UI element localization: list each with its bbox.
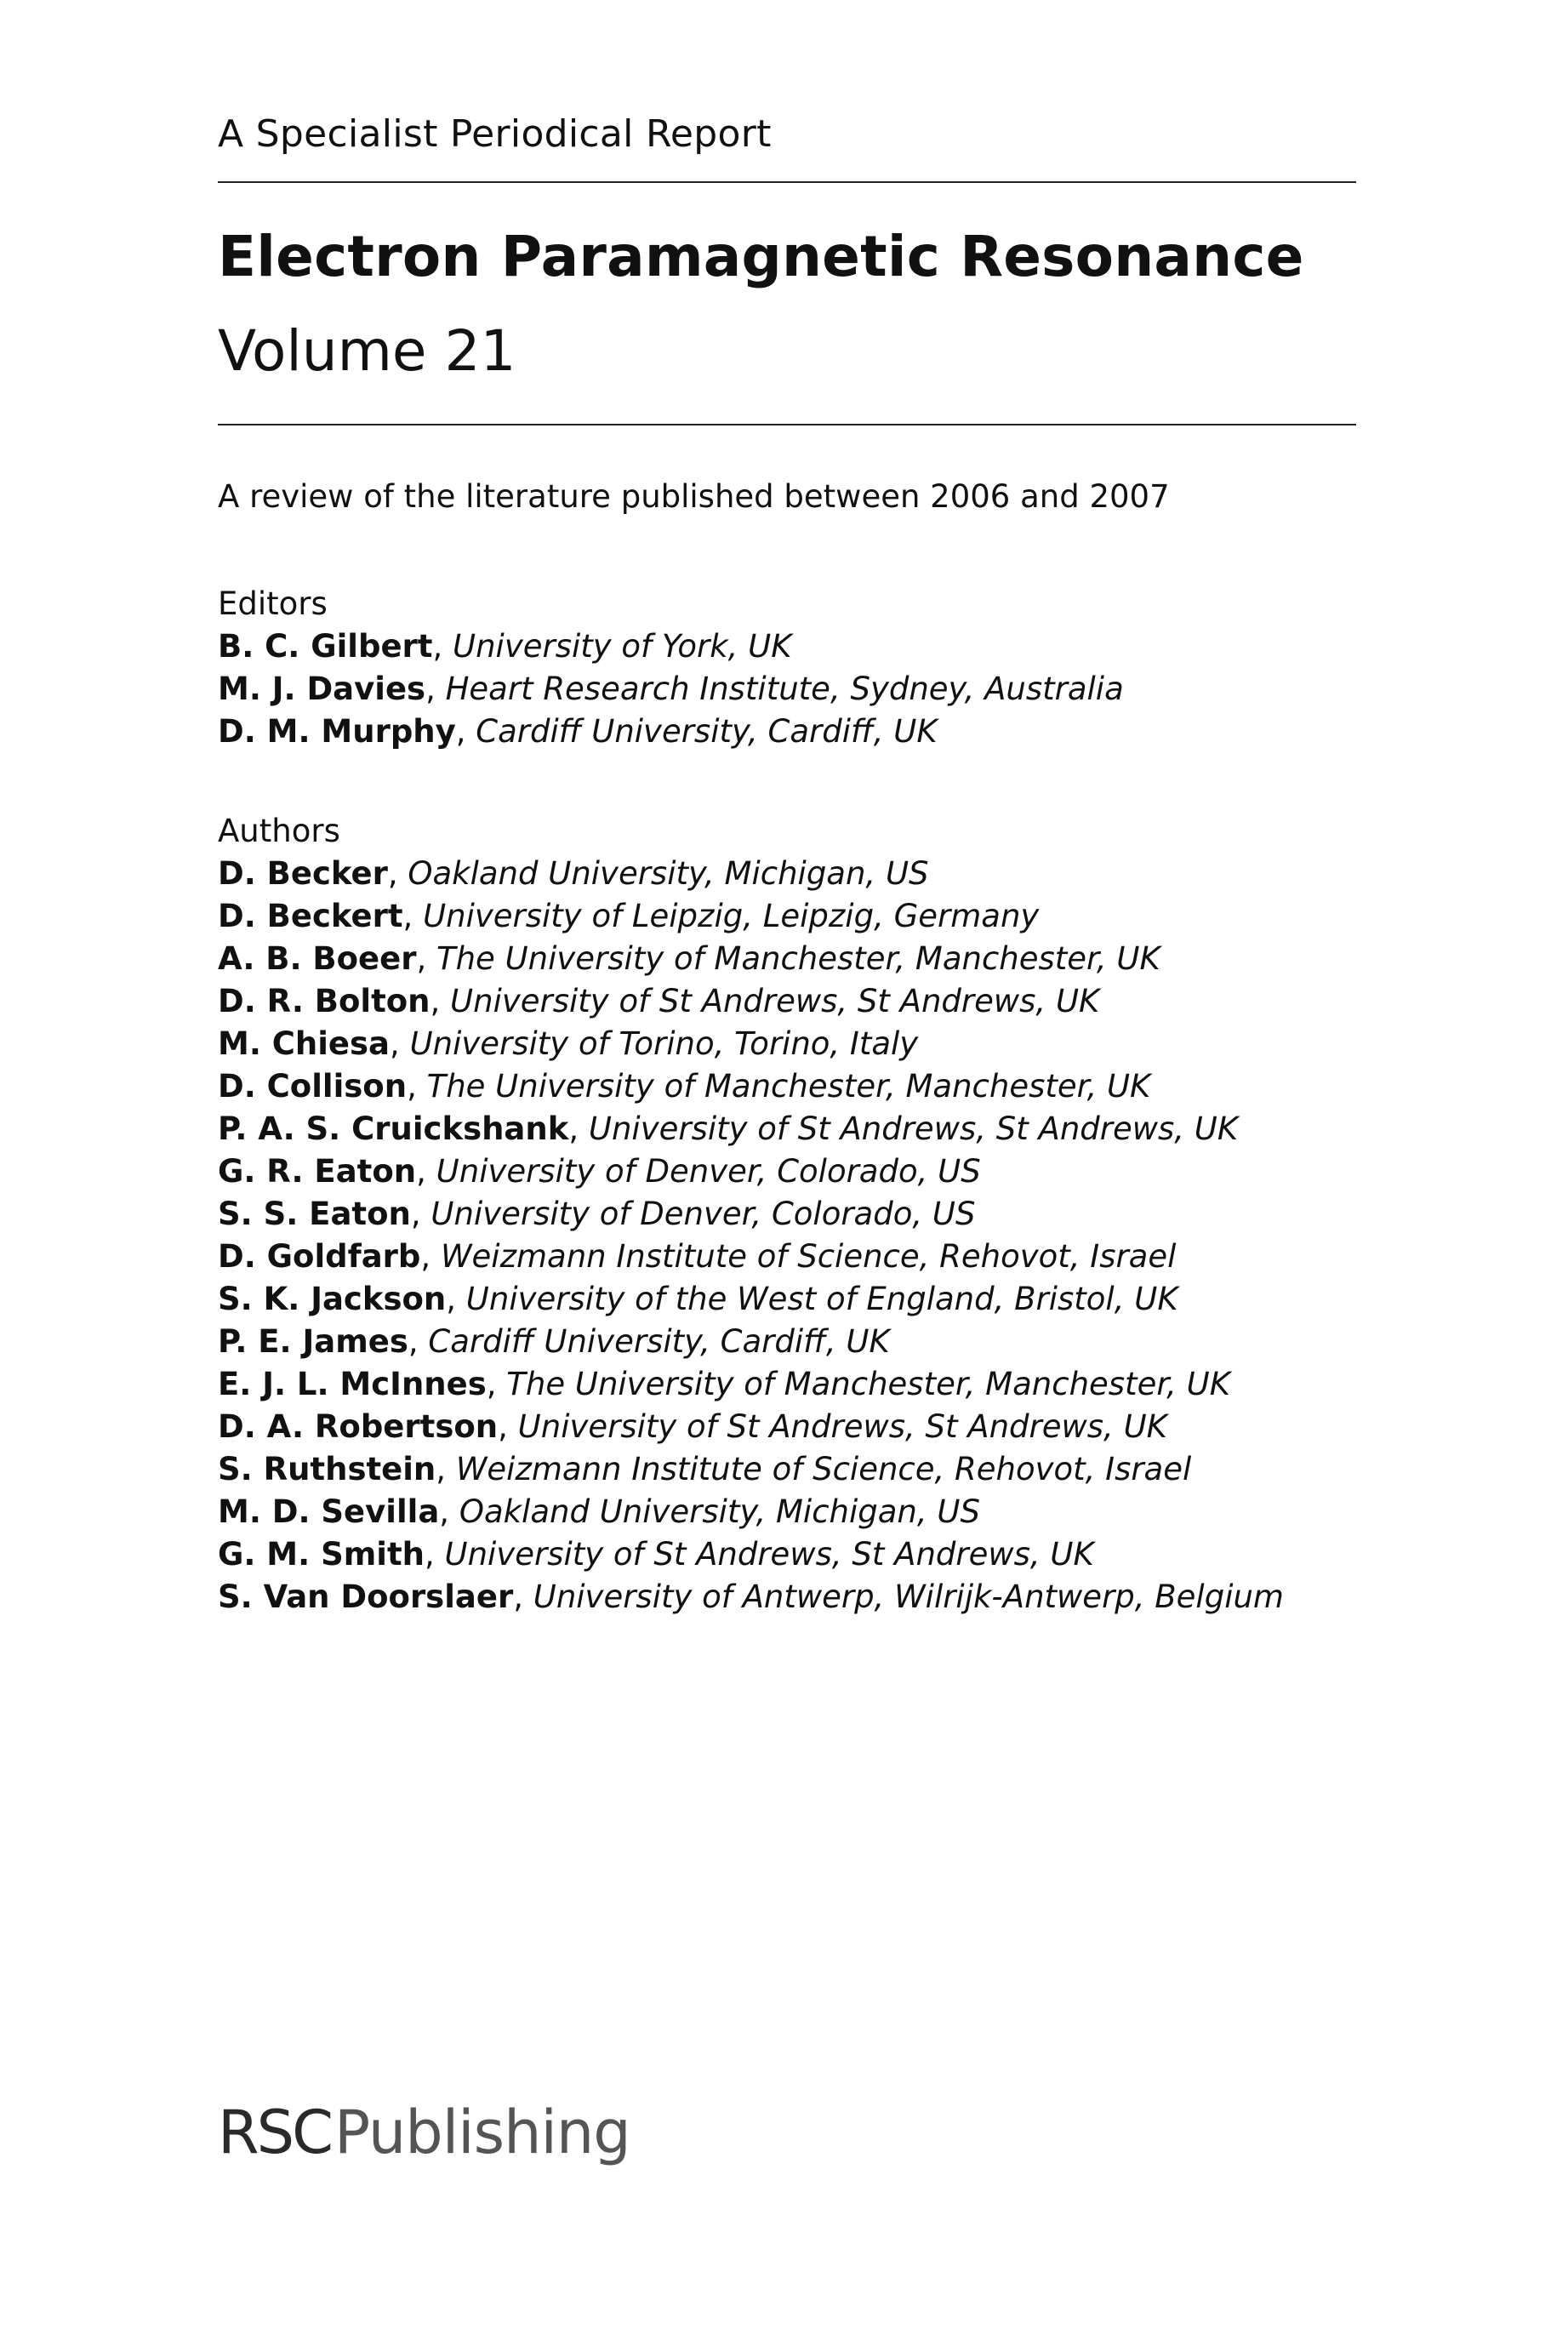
person-affiliation: University of St Andrews, St Andrews, UK xyxy=(517,1408,1167,1445)
bottom-rule xyxy=(218,424,1356,425)
person-name: D. Becker xyxy=(218,855,388,892)
person-name: D. Goldfarb xyxy=(218,1238,421,1275)
rsc-publishing-logo xyxy=(218,2097,630,2168)
author-entry: S. Ruthstein, Weizmann Institute of Science, Rehovot, Israel xyxy=(218,1451,1192,1487)
person-name: D. R. Bolton xyxy=(218,983,430,1019)
editor-entry: D. M. Murphy, Cardiff University, Cardiff, UK xyxy=(218,713,938,750)
logo-publishing-text: Publishing xyxy=(334,2098,630,2167)
authors-list xyxy=(218,853,1284,1618)
author-entry: D. A. Robertson, University of St Andrews, St Andrews, UK xyxy=(218,1408,1167,1445)
person-name: M. J. Davies xyxy=(218,671,426,707)
person-affiliation: University of St Andrews, St Andrews, UK xyxy=(444,1536,1094,1573)
person-affiliation: Cardiff University, Cardiff, UK xyxy=(428,1323,890,1360)
person-name: P. A. S. Cruickshank xyxy=(218,1110,569,1147)
person-affiliation: The University of Manchester, Manchester, UK xyxy=(436,940,1160,977)
review-subtitle: A review of the literature published between 2006 and 2007 xyxy=(218,478,1170,515)
person-name: A. B. Boeer xyxy=(218,940,417,977)
author-entry: S. S. Eaton, University of Denver, Colorado, US xyxy=(218,1196,976,1232)
author-entry: A. B. Boeer, The University of Manchester, Manchester, UK xyxy=(218,940,1160,977)
person-affiliation: University of York, UK xyxy=(453,628,792,665)
person-name: S. S. Eaton xyxy=(218,1196,411,1232)
person-name: S. K. Jackson xyxy=(218,1281,447,1317)
author-entry: G. M. Smith, University of St Andrews, St Andrews, UK xyxy=(218,1536,1094,1573)
authors-section xyxy=(218,810,1284,1618)
person-affiliation: University of Denver, Colorado, US xyxy=(430,1196,976,1232)
person-name: G. M. Smith xyxy=(218,1536,425,1573)
person-affiliation: University of the West of England, Bristol, UK xyxy=(465,1281,1178,1317)
editors-section xyxy=(218,583,1124,753)
author-entry: D. Beckert, University of Leipzig, Leipzig, Germany xyxy=(218,898,1040,934)
person-affiliation: University of St Andrews, St Andrews, UK xyxy=(588,1110,1239,1147)
logo-rsc-text: RSC xyxy=(218,2098,331,2167)
author-entry: M. D. Sevilla, Oakland University, Michigan, US xyxy=(218,1493,980,1530)
editor-entry: M. J. Davies, Heart Research Institute, Sydney, Australia xyxy=(218,671,1124,707)
person-name: M. Chiesa xyxy=(218,1025,391,1062)
top-rule xyxy=(218,181,1356,183)
volume-label: Volume 21 xyxy=(218,318,516,384)
person-name: P. E. James xyxy=(218,1323,408,1360)
author-entry: S. K. Jackson, University of the West of England, Bristol, UK xyxy=(218,1281,1178,1317)
person-affiliation: University of Leipzig, Leipzig, Germany xyxy=(423,898,1040,934)
person-name: B. C. Gilbert xyxy=(218,628,433,665)
person-affiliation: The University of Manchester, Manchester, UK xyxy=(426,1068,1151,1105)
person-name: D. Beckert xyxy=(218,898,403,934)
author-entry: M. Chiesa, University of Torino, Torino, Italy xyxy=(218,1025,919,1062)
author-entry: D. R. Bolton, University of St Andrews, St Andrews, UK xyxy=(218,983,1100,1019)
author-entry: E. J. L. McInnes, The University of Manchester, Manchester, UK xyxy=(218,1366,1231,1402)
author-entry: P. A. S. Cruickshank, University of St Andrews, St Andrews, UK xyxy=(218,1110,1239,1147)
series-label: A Specialist Periodical Report xyxy=(218,112,772,156)
person-affiliation: Oakland University, Michigan, US xyxy=(408,855,929,892)
editor-entry: B. C. Gilbert, University of York, UK xyxy=(218,628,792,665)
editors-list xyxy=(218,625,1124,753)
book-title: Electron Paramagnetic Resonance xyxy=(218,224,1304,289)
person-name: D. Collison xyxy=(218,1068,408,1105)
person-name: S. Ruthstein xyxy=(218,1451,436,1487)
person-name: S. Van Doorslaer xyxy=(218,1578,514,1615)
author-entry: D. Becker, Oakland University, Michigan, US xyxy=(218,855,929,892)
author-entry: G. R. Eaton, University of Denver, Colorado, US xyxy=(218,1153,981,1190)
editors-heading: Editors xyxy=(218,585,328,622)
person-affiliation: University of St Andrews, St Andrews, UK xyxy=(450,983,1100,1019)
author-entry: D. Collison, The University of Manchester, Manchester, UK xyxy=(218,1068,1151,1105)
person-affiliation: Cardiff University, Cardiff, UK xyxy=(476,713,938,750)
author-entry: D. Goldfarb, Weizmann Institute of Science, Rehovot, Israel xyxy=(218,1238,1177,1275)
author-entry: P. E. James, Cardiff University, Cardiff, UK xyxy=(218,1323,890,1360)
authors-heading: Authors xyxy=(218,813,340,849)
person-name: E. J. L. McInnes xyxy=(218,1366,487,1402)
person-name: D. A. Robertson xyxy=(218,1408,499,1445)
person-affiliation: University of Torino, Torino, Italy xyxy=(409,1025,919,1062)
person-affiliation: Weizmann Institute of Science, Rehovot, Israel xyxy=(455,1451,1192,1487)
author-entry: S. Van Doorslaer, University of Antwerp, Wilrijk-Antwerp, Belgium xyxy=(218,1578,1284,1615)
person-name: D. M. Murphy xyxy=(218,713,456,750)
person-affiliation: Heart Research Institute, Sydney, Australia xyxy=(445,671,1124,707)
person-affiliation: University of Denver, Colorado, US xyxy=(436,1153,981,1190)
person-affiliation: Weizmann Institute of Science, Rehovot, Israel xyxy=(440,1238,1177,1275)
person-name: G. R. Eaton xyxy=(218,1153,417,1190)
person-affiliation: Oakland University, Michigan, US xyxy=(459,1493,980,1530)
person-affiliation: The University of Manchester, Manchester, UK xyxy=(506,1366,1231,1402)
person-affiliation: University of Antwerp, Wilrijk-Antwerp, Belgium xyxy=(533,1578,1284,1615)
person-name: M. D. Sevilla xyxy=(218,1493,440,1530)
